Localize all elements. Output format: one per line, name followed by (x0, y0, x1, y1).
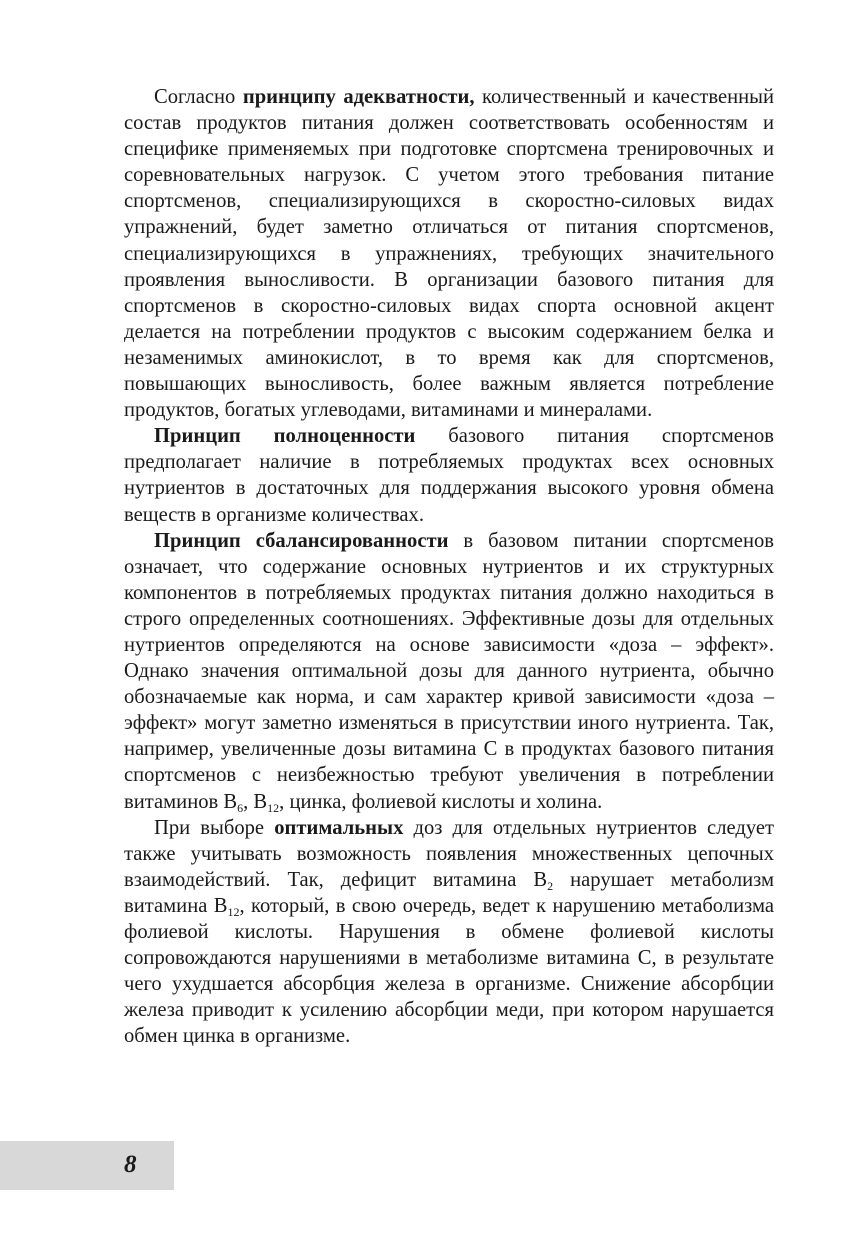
text-run: Согласно (154, 86, 243, 108)
bold-term: Принцип сбалансированности (154, 529, 449, 552)
bold-term: Принцип полноценности (154, 425, 416, 448)
subscript: 12 (227, 904, 240, 919)
subscript: 12 (267, 800, 280, 815)
paragraph-optimal-doses (124, 815, 774, 1050)
text-run: количественный и качественный состав продуктов питания должен соответствовать особенностям и специфике применяемых при подготовке спортсмена тренировочных и соревновательных нагрузок. С учетом этого требования питание спортсменов, специализирующихся в скоростно-силовых видах упражнений, будет заметно отличаться от питания спортсменов, специализирующихся в упражнениях, требующих значительного проявления выносливости. В организации базового питания для спортсменов в скоростно-силовых видах спорта основной акцент делается на потреблении продуктов с высоким содержанием белка и незаменимых аминокислот, в то время как для спортсменов, повышающих выносливость, более важным является потребление продуктов, богатых углеводами, витаминами и минералами. (124, 86, 774, 422)
text-run: , который, в свою очередь, ведет к нарушению метаболизма фолиевой кислоты. Нарушения в обмене фолиевой кислоты сопровождаются нарушениями в метаболизме витамина С, в результате чего ухудшается абсорбция железа в организме. Снижение абсорбции железа приводит к усилению абсорбции меди, при котором нарушается обмен цинка в организме. (124, 894, 774, 1048)
subscript: 6 (237, 800, 244, 815)
text-run: При выборе (154, 816, 275, 839)
text-run: нарушает метаболизм витамина В (124, 868, 774, 917)
paragraph-completeness (124, 423, 774, 527)
text-run: доз для отдельных нутриентов следует также учитывать возможность появления множественных цепочных взаимодействий. Так, дефицит витамина В (124, 816, 774, 891)
text-run: в базовом питании спортсменов означает, что содержание основных нутриентов и их структурных компонентов в потребляемых продуктах питания должно находиться в строго определенных соотношениях. Эффективные дозы для отдельных нутриентов определяются на основе зависимости «доза – эффект». Однако значения оптимальной дозы для данного нутриента, обычно обозначаемые как норма, и сам характер кривой зависимости «доза – эффект» могут заметно изменяться в присутствии иного нутриента. Так, например, увеличенные дозы витамина С в продуктах базового питания спортсменов с неизбежностью требуют увеличения в потреблении витаминов В (124, 529, 774, 813)
text-run: , цинка, фолиевой кислоты и холина. (279, 790, 603, 813)
bold-term: оптимальных (274, 816, 404, 839)
bold-term: принципу адекватности, (242, 86, 475, 108)
subscript: 2 (547, 878, 554, 893)
paragraph-balance (124, 528, 774, 815)
page-body (124, 84, 774, 1049)
page-number-band (0, 1141, 174, 1190)
paragraph-adequacy (124, 84, 774, 423)
page-number: 8 (124, 1151, 137, 1178)
text-run: , В (243, 790, 268, 813)
text-run: базового питания спортсменов предполагает наличие в потребляемых продуктах всех основных нутриентов в достаточных для поддержания высокого уровня обмена веществ в организме количествах. (124, 425, 774, 526)
